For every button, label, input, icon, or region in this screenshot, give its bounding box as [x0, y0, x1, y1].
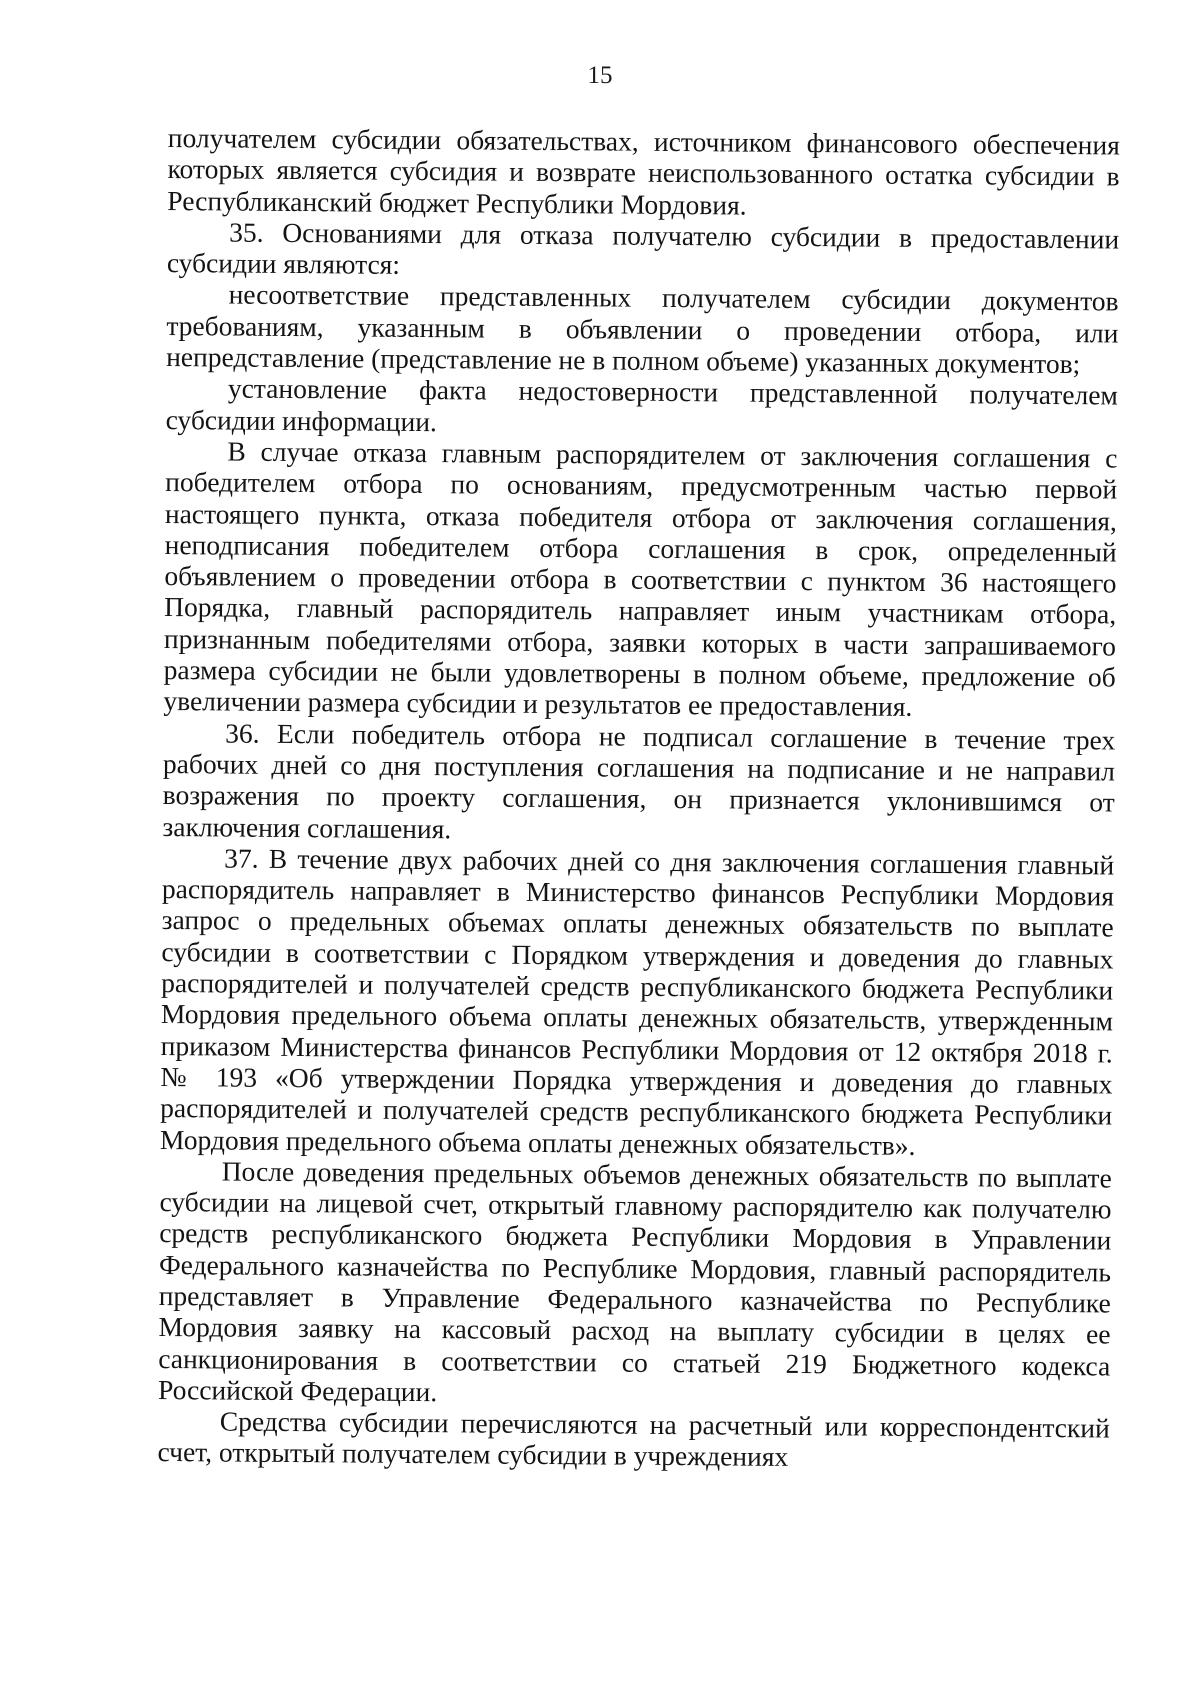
paragraph-6: 36. Если победитель отбора не подписал соглашение в течение трех рабочих дней со дня поступления соглашения на подписание и не направил возражения по проекту соглашения, он признается уклонившимся от заключения соглашения.	[162, 717, 1116, 844]
paragraph-5: В случае отказа главным распорядителем от заключения соглашения с победителем отбора по основаниям, предусмотренным частью первой настоящего пункта, отказа победителя отбора от заключения соглашения, неподписания победителем отбора соглашения в срок, определенный объявлением о проведении отбора в соответствии с пунктом 36 настоящего Порядка, главный распорядитель направляет иным участникам отбора, признанным победителями отбора, заявки которых в части запрашиваемого размера субсидии не были удовлетворены в полном объеме, предложение об увеличении размера субсидии и результатов ее предоставления.	[163, 435, 1118, 723]
paragraph-8: После доведения предельных объемов денежных обязательств по выплате субсидии на лицевой счет, открытый главному распорядителю как получателю средств республиканского бюджета Республики Мордовия в Управлении Федерального казначейства по Республике Мордовия, главный распорядитель представляет в Управление Федерального казначейства по Республике Мордовия заявку на кассовый расход на выплату субсидии в целях ее санкционирования в соответствии со статьей 219 Бюджетного кодекса Российской Федерации.	[157, 1155, 1112, 1408]
paragraph-9: Средства субсидии перечисляются на расчетный или корреспондентский счет, открытый получателем субсидии в учреждениях	[157, 1405, 1110, 1473]
document-body	[157, 122, 1120, 1475]
paragraph-4: установление факта недостоверности представленной получателем субсидии информации.	[165, 372, 1119, 437]
paragraph-7: 37. В течение двух рабочих дней со дня заключения соглашения главный распорядитель направляет в Министерство финансов Республики Мордовия запрос о предельных объемах оплаты денежных обязательств по выплате субсидии в соответствии с Порядком утверждения и доведения до главных распорядителей и получателей средств республиканского бюджета Республики Мордовия предельного объема оплаты денежных обязательств, утвержденным приказом Министерства финансов Республики Мордовия от 12 октября 2018 г. № 193 «Об утверждении Порядка утверждения и доведения до главных распорядителей и получателей средств республиканского бюджета Республики Мордовия предельного объема оплаты денежных обязательств».	[159, 842, 1115, 1161]
page-number: 15	[587, 62, 613, 89]
paragraph-1: получателем субсидии обязательствах, источником финансового обеспечения которых является субсидия и возврате неиспользованного остатка субсидии в Республиканский бюджет Республики Мордовия.	[167, 122, 1120, 221]
paragraph-3: несоответствие представленных получателем субсидии документов требованиям, указанным в объявлении о проведении отбора, или непредставление (представление не в полном объеме) указанных документов;	[166, 278, 1119, 380]
paragraph-2: 35. Основаниями для отказа получателю субсидии в предоставлении субсидии являются:	[166, 216, 1120, 281]
